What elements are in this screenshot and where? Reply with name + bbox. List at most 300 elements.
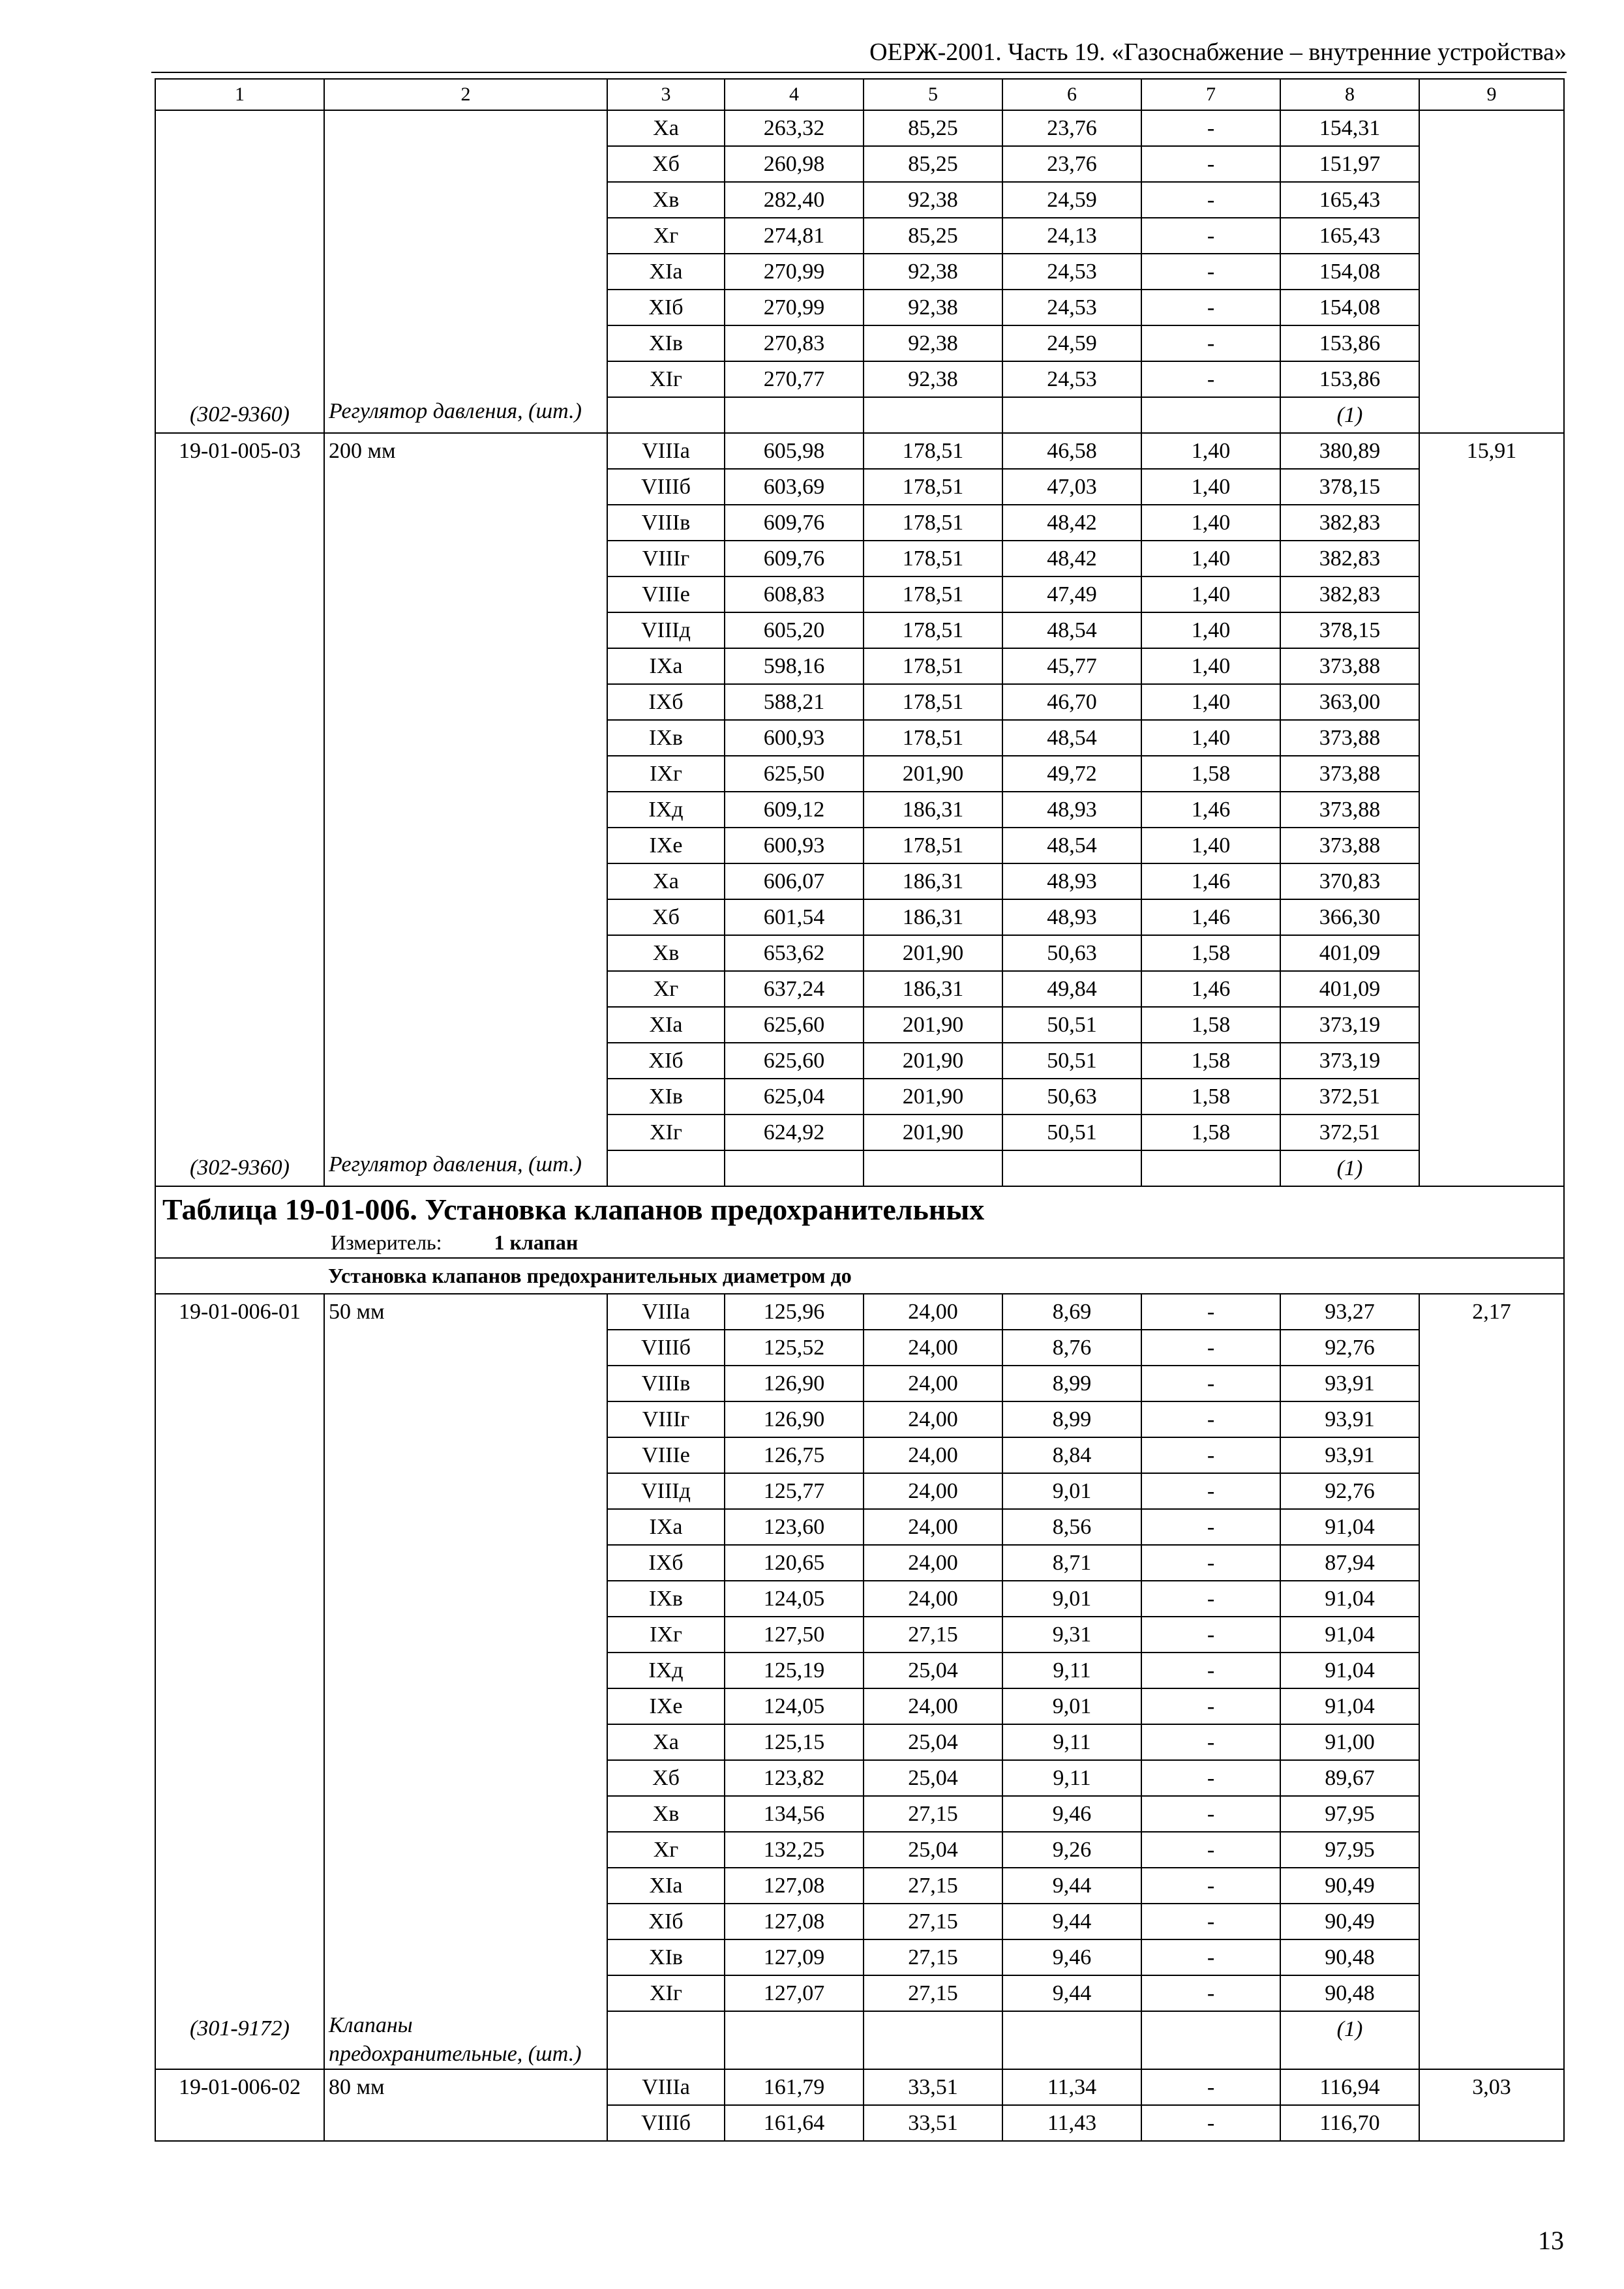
running-header: ОЕРЖ-2001. Часть 19. «Газоснабжение – внутренние устройства»	[869, 38, 1567, 66]
labor-cell: 3,03	[1419, 2069, 1564, 2105]
table-row	[155, 1688, 1564, 1724]
value-cell: 382,83	[1280, 541, 1419, 576]
zone-cell: XIг	[607, 1115, 725, 1150]
rate-code: 19-01-006-01	[155, 1294, 324, 1330]
labor-cell	[1419, 254, 1564, 290]
value-cell: 624,92	[725, 1115, 864, 1150]
table-row	[155, 1366, 1564, 1401]
rate-code	[155, 1043, 324, 1079]
rate-name	[324, 469, 607, 505]
value-cell: 90,48	[1280, 1975, 1419, 2011]
value-cell: 124,05	[725, 1581, 864, 1617]
table-row	[155, 1939, 1564, 1975]
zone-cell: XIa	[607, 254, 725, 290]
labor-cell	[1419, 1653, 1564, 1688]
value-cell: -	[1141, 1760, 1280, 1796]
labor-cell	[1419, 1007, 1564, 1043]
rate-code	[155, 1401, 324, 1437]
rate-name	[324, 1653, 607, 1688]
rate-name	[324, 110, 607, 146]
rate-code	[155, 1653, 324, 1688]
zone-cell: XIa	[607, 1868, 725, 1904]
labor-cell	[1419, 1043, 1564, 1079]
value-cell: 9,46	[1002, 1939, 1141, 1975]
rate-code	[155, 1330, 324, 1366]
labor-cell	[1419, 1366, 1564, 1401]
rate-code	[155, 254, 324, 290]
value-cell: 401,09	[1280, 935, 1419, 971]
value-cell: 90,49	[1280, 1868, 1419, 1904]
value-cell: 8,71	[1002, 1545, 1141, 1581]
value-cell: 24,53	[1002, 290, 1141, 325]
value-cell: 370,83	[1280, 863, 1419, 899]
zone-cell: Xв	[607, 1796, 725, 1832]
value-cell: 132,25	[725, 1832, 864, 1868]
value-cell: 588,21	[725, 684, 864, 720]
value-cell: 260,98	[725, 146, 864, 182]
table-row	[155, 505, 1564, 541]
value-cell: 127,08	[725, 1904, 864, 1939]
table-row	[155, 254, 1564, 290]
value-cell: 24,59	[1002, 182, 1141, 218]
value-cell: 201,90	[864, 935, 1002, 971]
value-cell: 366,30	[1280, 899, 1419, 935]
table-row	[155, 1653, 1564, 1688]
rate-name	[324, 756, 607, 792]
labor-cell	[1419, 1437, 1564, 1473]
value-cell: 50,51	[1002, 1007, 1141, 1043]
value-cell: -	[1141, 290, 1280, 325]
value-cell: 92,38	[864, 182, 1002, 218]
value-cell: 401,09	[1280, 971, 1419, 1007]
empty-cell	[1419, 1150, 1564, 1186]
rate-name	[324, 541, 607, 576]
empty-cell	[1419, 2011, 1564, 2069]
value-cell: -	[1141, 1653, 1280, 1688]
column-number: 8	[1280, 79, 1419, 110]
empty-cell	[1002, 2011, 1141, 2069]
value-cell: 90,49	[1280, 1904, 1419, 1939]
column-numbers-row	[155, 79, 1564, 110]
rate-code	[155, 971, 324, 1007]
value-cell: 9,44	[1002, 1904, 1141, 1939]
empty-cell	[607, 2011, 725, 2069]
table-row	[155, 1975, 1564, 2011]
value-cell: 186,31	[864, 971, 1002, 1007]
rate-code	[155, 110, 324, 146]
value-cell: 11,43	[1002, 2105, 1141, 2141]
value-cell: 178,51	[864, 612, 1002, 648]
value-cell: 373,88	[1280, 756, 1419, 792]
value-cell: -	[1141, 1401, 1280, 1437]
table-row	[155, 469, 1564, 505]
rate-name	[324, 1975, 607, 2011]
rate-name	[324, 1330, 607, 1366]
value-cell: 165,43	[1280, 218, 1419, 254]
value-cell: 637,24	[725, 971, 864, 1007]
value-cell: 27,15	[864, 1904, 1002, 1939]
value-cell: -	[1141, 218, 1280, 254]
rate-code	[155, 1509, 324, 1545]
value-cell: 603,69	[725, 469, 864, 505]
value-cell: 1,40	[1141, 828, 1280, 863]
zone-cell: Xб	[607, 899, 725, 935]
value-cell: 380,89	[1280, 433, 1419, 469]
rate-name	[324, 1043, 607, 1079]
value-cell: 378,15	[1280, 612, 1419, 648]
value-cell: 186,31	[864, 863, 1002, 899]
value-cell: 125,77	[725, 1473, 864, 1509]
value-cell: 9,44	[1002, 1975, 1141, 2011]
value-cell: 201,90	[864, 1115, 1002, 1150]
zone-cell: IXa	[607, 1509, 725, 1545]
value-cell: 625,50	[725, 756, 864, 792]
value-cell: 609,76	[725, 505, 864, 541]
value-cell: 25,04	[864, 1760, 1002, 1796]
table-row	[155, 1832, 1564, 1868]
rate-name	[324, 1832, 607, 1868]
rate-name: 80 мм	[324, 2069, 607, 2105]
labor-cell	[1419, 1509, 1564, 1545]
value-cell: 47,03	[1002, 469, 1141, 505]
zone-cell: VIIIд	[607, 612, 725, 648]
rate-code	[155, 1904, 324, 1939]
labor-cell	[1419, 935, 1564, 971]
value-cell: 90,48	[1280, 1939, 1419, 1975]
value-cell: 27,15	[864, 1975, 1002, 2011]
value-cell: 378,15	[1280, 469, 1419, 505]
value-cell: 270,83	[725, 325, 864, 361]
value-cell: -	[1141, 182, 1280, 218]
value-cell: 605,98	[725, 433, 864, 469]
value-cell: 25,04	[864, 1724, 1002, 1760]
value-cell: 165,43	[1280, 182, 1419, 218]
labor-cell	[1419, 1796, 1564, 1832]
rate-name: 50 мм	[324, 1294, 607, 1330]
labor-cell	[1419, 325, 1564, 361]
rate-code	[155, 684, 324, 720]
table-row	[155, 756, 1564, 792]
rate-code	[155, 935, 324, 971]
value-cell: -	[1141, 1294, 1280, 1330]
rate-name	[324, 361, 607, 397]
value-cell: 201,90	[864, 1079, 1002, 1115]
column-number: 3	[607, 79, 725, 110]
value-cell: 9,11	[1002, 1724, 1141, 1760]
zone-cell: VIIIe	[607, 576, 725, 612]
value-cell: 25,04	[864, 1653, 1002, 1688]
rate-name	[324, 899, 607, 935]
labor-cell	[1419, 290, 1564, 325]
empty-cell	[725, 2011, 864, 2069]
rate-code	[155, 541, 324, 576]
value-cell: 178,51	[864, 576, 1002, 612]
table-row	[155, 182, 1564, 218]
table-row	[155, 1473, 1564, 1509]
rate-name	[324, 792, 607, 828]
value-cell: 153,86	[1280, 361, 1419, 397]
value-cell: -	[1141, 110, 1280, 146]
zone-cell: VIIIa	[607, 1294, 725, 1330]
table-row	[155, 1294, 1564, 1330]
labor-cell	[1419, 863, 1564, 899]
rate-name	[324, 2105, 607, 2141]
value-cell: 50,51	[1002, 1043, 1141, 1079]
rate-code	[155, 1832, 324, 1868]
rate-code	[155, 1868, 324, 1904]
value-cell: 8,56	[1002, 1509, 1141, 1545]
labor-cell	[1419, 1688, 1564, 1724]
table-row	[155, 1007, 1564, 1043]
value-cell: 27,15	[864, 1868, 1002, 1904]
value-cell: 47,49	[1002, 576, 1141, 612]
zone-cell: IXг	[607, 756, 725, 792]
value-cell: 45,77	[1002, 648, 1141, 684]
table-row	[155, 1545, 1564, 1581]
rate-code	[155, 1939, 324, 1975]
rate-name	[324, 1007, 607, 1043]
table-row	[155, 1043, 1564, 1079]
value-cell: 46,58	[1002, 433, 1141, 469]
table-title-cell	[155, 1186, 1564, 1258]
table-title-row	[155, 1186, 1564, 1258]
labor-cell	[1419, 110, 1564, 146]
table-row	[155, 828, 1564, 863]
rate-code	[155, 2105, 324, 2141]
value-cell: 178,51	[864, 648, 1002, 684]
rate-code	[155, 469, 324, 505]
value-cell: 154,08	[1280, 290, 1419, 325]
labor-cell	[1419, 1868, 1564, 1904]
zone-cell: VIIIб	[607, 2105, 725, 2141]
value-cell: 9,44	[1002, 1868, 1141, 1904]
table-row	[155, 1796, 1564, 1832]
table-row	[155, 720, 1564, 756]
rate-name	[324, 1473, 607, 1509]
value-cell: 8,99	[1002, 1366, 1141, 1401]
resource-row	[155, 2011, 1564, 2069]
rate-name	[324, 1366, 607, 1401]
table-row	[155, 2069, 1564, 2105]
value-cell: 161,64	[725, 2105, 864, 2141]
rate-name	[324, 1617, 607, 1653]
zone-cell: Xa	[607, 110, 725, 146]
value-cell: -	[1141, 1437, 1280, 1473]
labor-cell	[1419, 1975, 1564, 2011]
zone-cell: XIг	[607, 361, 725, 397]
empty-cell	[1419, 397, 1564, 433]
value-cell: -	[1141, 325, 1280, 361]
value-cell: 49,84	[1002, 971, 1141, 1007]
value-cell: -	[1141, 1617, 1280, 1653]
value-cell: 178,51	[864, 433, 1002, 469]
rate-code	[155, 648, 324, 684]
value-cell: 25,04	[864, 1832, 1002, 1868]
value-cell: 1,40	[1141, 505, 1280, 541]
labor-cell	[1419, 720, 1564, 756]
rate-code: 19-01-005-03	[155, 433, 324, 469]
rate-code	[155, 576, 324, 612]
value-cell: 91,04	[1280, 1688, 1419, 1724]
value-cell: 93,27	[1280, 1294, 1419, 1330]
value-cell: 93,91	[1280, 1437, 1419, 1473]
value-cell: 625,04	[725, 1079, 864, 1115]
value-cell: -	[1141, 1939, 1280, 1975]
value-cell: 85,25	[864, 218, 1002, 254]
labor-cell	[1419, 1473, 1564, 1509]
table-title: Таблица 19-01-006. Установка клапанов предохранительных	[162, 1193, 985, 1226]
value-cell: 363,00	[1280, 684, 1419, 720]
meter-line	[162, 1231, 1557, 1255]
value-cell: 9,11	[1002, 1760, 1141, 1796]
value-cell: 126,90	[725, 1366, 864, 1401]
zone-cell: Xб	[607, 146, 725, 182]
value-cell: 24,00	[864, 1437, 1002, 1473]
table-subtitle: Установка клапанов предохранительных диаметром до	[155, 1258, 1564, 1294]
value-cell: 372,51	[1280, 1079, 1419, 1115]
value-cell: 9,31	[1002, 1617, 1141, 1653]
table-row	[155, 1617, 1564, 1653]
value-cell: 124,05	[725, 1688, 864, 1724]
value-cell: 24,59	[1002, 325, 1141, 361]
zone-cell: VIIIe	[607, 1437, 725, 1473]
table-row	[155, 648, 1564, 684]
table-row	[155, 1724, 1564, 1760]
rate-code	[155, 1545, 324, 1581]
value-cell: 625,60	[725, 1007, 864, 1043]
table-subtitle-row	[155, 1258, 1564, 1294]
table-row	[155, 110, 1564, 146]
zone-cell: IXд	[607, 792, 725, 828]
labor-cell	[1419, 1939, 1564, 1975]
zone-cell: Xг	[607, 1832, 725, 1868]
labor-cell	[1419, 218, 1564, 254]
value-cell: 8,69	[1002, 1294, 1141, 1330]
value-cell: 127,08	[725, 1868, 864, 1904]
value-cell: 50,51	[1002, 1115, 1141, 1150]
rate-name	[324, 1437, 607, 1473]
rate-code	[155, 612, 324, 648]
zone-cell: Xг	[607, 218, 725, 254]
labor-cell	[1419, 1079, 1564, 1115]
value-cell: 24,53	[1002, 361, 1141, 397]
value-cell: 23,76	[1002, 110, 1141, 146]
value-cell: 1,40	[1141, 541, 1280, 576]
table-row	[155, 576, 1564, 612]
rate-code	[155, 1473, 324, 1509]
zone-cell: XIб	[607, 1043, 725, 1079]
value-cell: 127,09	[725, 1939, 864, 1975]
rate-name	[324, 612, 607, 648]
table-row	[155, 325, 1564, 361]
rate-code	[155, 361, 324, 397]
value-cell: 178,51	[864, 469, 1002, 505]
rate-code	[155, 1115, 324, 1150]
zone-cell: XIб	[607, 1904, 725, 1939]
rate-code	[155, 1617, 324, 1653]
empty-cell	[1141, 2011, 1280, 2069]
zone-cell: Xa	[607, 1724, 725, 1760]
table-row	[155, 1401, 1564, 1437]
value-cell: 1,58	[1141, 1043, 1280, 1079]
value-cell: 382,83	[1280, 505, 1419, 541]
value-cell: 24,00	[864, 1401, 1002, 1437]
table-row	[155, 218, 1564, 254]
table-row	[155, 146, 1564, 182]
value-cell: -	[1141, 1868, 1280, 1904]
value-cell: 126,75	[725, 1437, 864, 1473]
rate-name	[324, 935, 607, 971]
value-cell: -	[1141, 1330, 1280, 1366]
value-cell: 186,31	[864, 899, 1002, 935]
rate-code	[155, 863, 324, 899]
zone-cell: VIIIг	[607, 541, 725, 576]
value-cell: 1,58	[1141, 756, 1280, 792]
value-cell: 48,42	[1002, 541, 1141, 576]
value-cell: 201,90	[864, 1007, 1002, 1043]
rate-code	[155, 182, 324, 218]
value-cell: -	[1141, 2069, 1280, 2105]
value-cell: 123,60	[725, 1509, 864, 1545]
value-cell: 201,90	[864, 756, 1002, 792]
value-cell: 372,51	[1280, 1115, 1419, 1150]
table-row	[155, 541, 1564, 576]
zone-cell: Xб	[607, 1760, 725, 1796]
value-cell: -	[1141, 1724, 1280, 1760]
empty-cell	[864, 2011, 1002, 2069]
value-cell: 48,54	[1002, 720, 1141, 756]
value-cell: 93,91	[1280, 1366, 1419, 1401]
value-cell: 24,00	[864, 1294, 1002, 1330]
column-number: 1	[155, 79, 324, 110]
rate-code	[155, 146, 324, 182]
value-cell: 24,53	[1002, 254, 1141, 290]
value-cell: 48,93	[1002, 863, 1141, 899]
labor-cell	[1419, 828, 1564, 863]
rate-code	[155, 1581, 324, 1617]
value-cell: 1,40	[1141, 684, 1280, 720]
value-cell: 373,88	[1280, 792, 1419, 828]
value-cell: 9,01	[1002, 1581, 1141, 1617]
resource-code: (302-9360)	[155, 397, 324, 433]
table-row	[155, 1760, 1564, 1796]
labor-cell	[1419, 1330, 1564, 1366]
table-row	[155, 971, 1564, 1007]
zone-cell: VIIIб	[607, 469, 725, 505]
resource-quantity: (1)	[1280, 2011, 1419, 2069]
value-cell: 87,94	[1280, 1545, 1419, 1581]
rate-code: 19-01-006-02	[155, 2069, 324, 2105]
table-row	[155, 899, 1564, 935]
value-cell: 120,65	[725, 1545, 864, 1581]
rate-name	[324, 576, 607, 612]
rate-name	[324, 684, 607, 720]
value-cell: 92,76	[1280, 1330, 1419, 1366]
column-number: 2	[324, 79, 607, 110]
value-cell: 186,31	[864, 792, 1002, 828]
value-cell: 1,40	[1141, 612, 1280, 648]
value-cell: -	[1141, 1975, 1280, 2011]
zone-cell: IXб	[607, 1545, 725, 1581]
table-row	[155, 433, 1564, 469]
rate-name	[324, 1115, 607, 1150]
table-row	[155, 290, 1564, 325]
value-cell: 178,51	[864, 541, 1002, 576]
value-cell: -	[1141, 1832, 1280, 1868]
labor-cell	[1419, 146, 1564, 182]
resource-code: (302-9360)	[155, 1150, 324, 1186]
zone-cell: VIIIд	[607, 1473, 725, 1509]
